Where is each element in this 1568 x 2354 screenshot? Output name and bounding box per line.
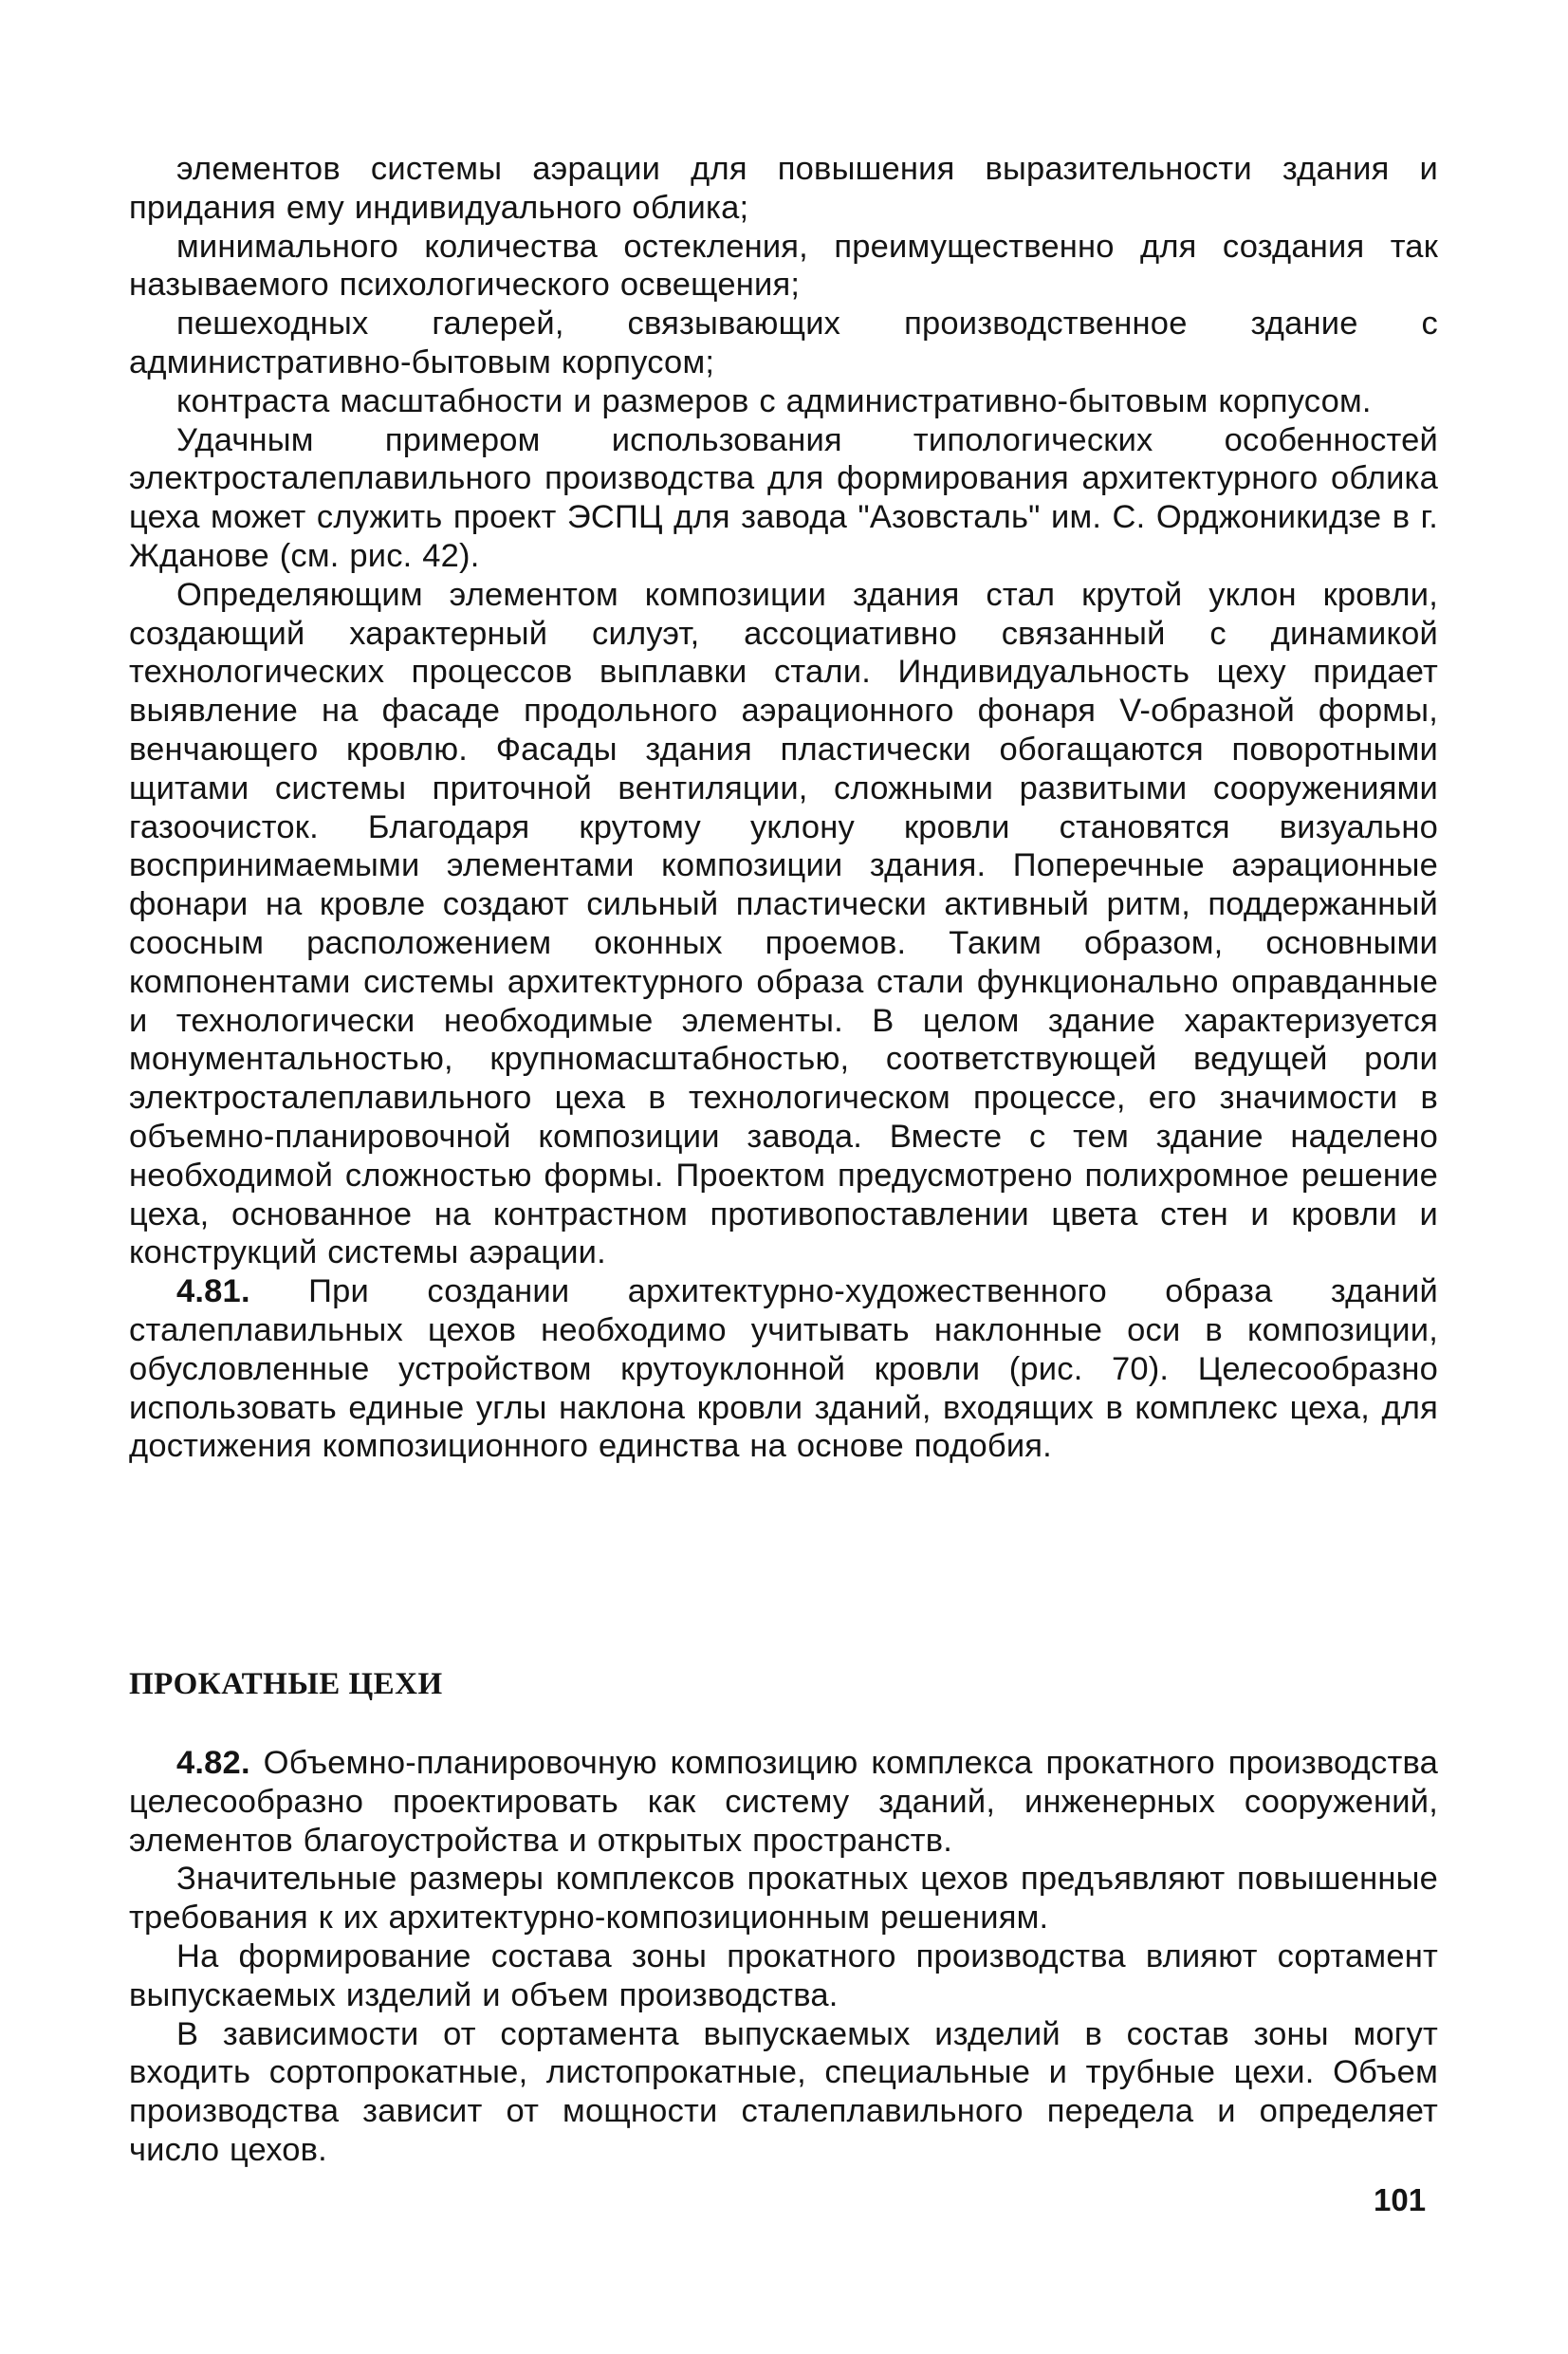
clause-4-81 xyxy=(129,1272,1438,1466)
paragraph-zone-composition: На формирование состава зоны прокатного производства влияют сортамент выпускаемых изделий и объем производства. xyxy=(129,1937,1438,2013)
clause-4-81-number: 4.81. xyxy=(176,1273,250,1310)
paragraph-aeration-elements: элементов системы аэрации для повышения выразительности здания и придания ему индивидуального облика; xyxy=(129,151,1438,226)
paragraph-azovstal-example: Удачным примером использования типологических особенностей электросталеплавильного производства для формирования архитектурного облика цеха может служить проект ЭСПЦ для завода "Азовсталь" им. С. Орджоникидзе в г. Жданове (см. рис. 42). xyxy=(129,421,1438,574)
paragraph-shop-types: В зависимости от сортамента выпускаемых изделий в состав зоны могут входить сортопрокатные, листопрокатные, специальные и трубные цехи. Объем производства зависит от мощности сталеплавильного передела и определяет число цехов. xyxy=(129,2015,1438,2168)
paragraph-galleries: пешеходных галерей, связывающих производственное здание с административно-бытовым корпусом; xyxy=(129,306,1438,380)
paragraph-glazing: минимального количества остекления, преимущественно для создания так называемого психологического освещения; xyxy=(129,228,1438,304)
clause-4-82-text: Объемно-планировочную композицию комплекса прокатного производства целесообразно проектировать как систему зданий, инженерных сооружений, элементов благоустройства и открытых пространств. xyxy=(129,1745,1438,1859)
section-title: ПРОКАТНЫЕ ЦЕХИ xyxy=(129,1667,443,1701)
clause-4-82 xyxy=(129,1744,1438,1860)
top-text-block xyxy=(129,150,1438,1466)
clause-4-81-text: При создании архитектурно-художественного образа зданий сталеплавильных цехов необходимо учитывать наклонные оси в композиции, обусловленные устройством крутоуклонной кровли (рис. 70). Целесообразно использовать единые углы наклона кровли зданий, входящих в комплекс цеха, для достижения композиционного единства на основе подобия. xyxy=(129,1273,1439,1465)
paragraph-complex-sizes: Значительные размеры комплексов прокатных цехов предъявляют повышенные требования к их архитектурно-композиционным решениям. xyxy=(129,1861,1438,1937)
bottom-text-block xyxy=(129,1744,1438,2170)
page-number: 101 xyxy=(1374,2182,1427,2217)
paragraph-scale-contrast: контраста масштабности и размеров с административно-бытовым корпусом. xyxy=(176,382,1372,419)
clause-4-82-number: 4.82. xyxy=(176,1745,250,1781)
paragraph-roof-composition: Определяющим элементом композиции здания стал крутой уклон кровли, создающий характерный силуэт, ассоциативно связанный с динамикой технологических процессов выплавки стали. Индивидуальность цеху придает выявление на фасаде продольного аэрационного фонаря V-образной формы, венчающего кровлю. Фасады здания пластически обогащаются поворотными щитами системы приточной вентиляции, сложными развитыми сооружениями газоочисток. Благодаря крутому уклону кровли становятся визуально воспринимаемыми элементами композиции здания. Поперечные аэрационные фонари на кровле создают сильный пластически активный ритм, поддержанный соосным расположением оконных проемов. Таким образом, основными компонентами системы архитектурного образа стали функционально оправданные и технологически необходимые элементы. В целом здание характеризуется монументальностью, крупномасштабностью, соответствующей ведущей роли электросталеплавильного цеха в технологическом процессе, его значимости в объемно-планировочной композиции завода. Вместе с тем здание наделено необходимой сложностью формы. Проектом предусмотрено полихромное решение цеха, основанное на контрастном противопоставлении цвета стен и кровли и конструкций системы аэрации. xyxy=(129,576,1438,1271)
